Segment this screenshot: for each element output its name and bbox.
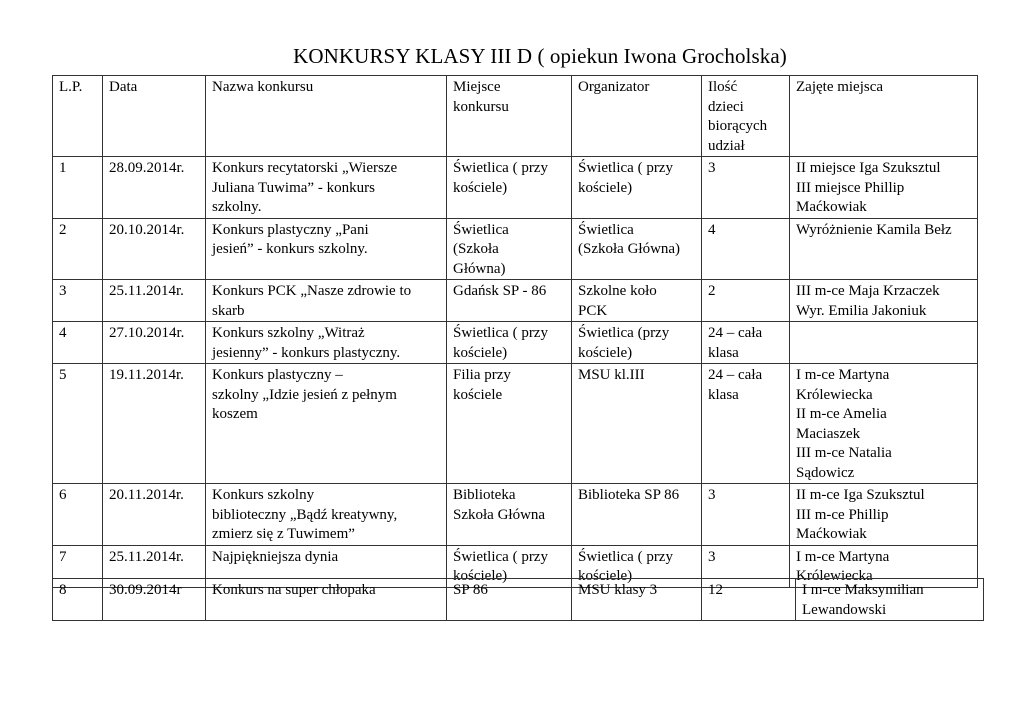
cell-name-line: koszem (212, 406, 258, 422)
cell-places-won (790, 218, 978, 280)
cell-place-line: Świetlica ( przy (453, 160, 548, 176)
cell-name-line: szkolny „Idzie jesień z pełnym (212, 386, 397, 403)
cell-organizer-line: kościele) (578, 568, 633, 584)
table-row (53, 322, 978, 364)
cell-organizer-line: Świetlica (przy (578, 325, 670, 341)
cell-place-line: Główna) (453, 260, 506, 277)
cell-organizer-line: Szkolne koło (578, 283, 657, 299)
cell-name-line: Konkurs PCK „Nasze zdrowie to (212, 283, 412, 299)
table-row (53, 579, 984, 621)
cell-count: 3 (702, 545, 790, 587)
cell-name-line: Konkurs szkolny (212, 487, 315, 503)
cell-name-line: skarb (212, 302, 245, 319)
cell-places-won-line: Królewiecka (796, 386, 873, 403)
cell-date: 20.11.2014r. (103, 484, 206, 546)
cell-places-won-line: III m-ce Natalia (796, 445, 892, 461)
cell-places-won-line: Wyróżnienie Kamila Bełz (796, 221, 952, 238)
header-text: biorących (708, 118, 768, 134)
cell-lp: 2 (53, 218, 103, 280)
cell-place (447, 364, 572, 484)
cell-name (206, 280, 447, 322)
cell-name-line: Konkurs szkolny „Witraż (212, 325, 365, 341)
header-text: konkursu (453, 98, 509, 115)
cell-date: 30.09.2014r (103, 579, 206, 621)
header-organizator: Organizator (572, 76, 702, 157)
header-text: udział (708, 137, 745, 154)
cell-name-line: zmierz się z Tuwimem” (212, 526, 355, 542)
cell-name-line: Najpiękniejsza dynia (212, 548, 339, 565)
cell-organizer (572, 364, 702, 484)
header-zajete: Zajęte miejsca (790, 76, 978, 157)
cell-count: 4 (702, 218, 790, 280)
cell-places-won-line: II m-ce Iga Szuksztul (796, 487, 925, 503)
cell-lp: 3 (53, 280, 103, 322)
cell-lp: 5 (53, 364, 103, 484)
cell-name-line: Konkurs recytatorski „Wiersze (212, 160, 398, 176)
cell-place-line: kościele) (453, 179, 508, 196)
cell-organizer-line: MSU kl.III (578, 367, 645, 383)
cell-places-won-line: II miejsce Iga Szuksztul (796, 160, 941, 176)
page-title: KONKURSY KLASY III D ( opiekun Iwona Grocholska) (293, 44, 787, 68)
cell-organizer-line: kościele) (578, 344, 633, 361)
header-miejsce (447, 76, 572, 157)
cell-organizer-line: Świetlica ( przy (578, 160, 673, 176)
cell-name (206, 484, 447, 546)
cell-date: 25.11.2014r. (103, 545, 206, 587)
header-data: Data (103, 76, 206, 157)
cell-places-won-line: III miejsce Phillip (796, 179, 905, 196)
cell-count: 2 (702, 280, 790, 322)
cell-count: 3 (702, 157, 790, 219)
cell-count: 3 (702, 484, 790, 546)
cell-places-won-line: Wyr. Emilia Jakoniuk (796, 302, 927, 319)
header-ilosc (702, 76, 790, 157)
cell-place-line: kościele) (453, 568, 508, 584)
cell-name-line: jesień” - konkurs szkolny. (212, 241, 368, 257)
cell-organizer (572, 579, 702, 621)
cell-organizer (572, 484, 702, 546)
cell-organizer-line: PCK (578, 302, 608, 319)
cell-place (447, 484, 572, 546)
table-row (53, 157, 978, 219)
cell-name (206, 579, 447, 621)
header-text: dzieci (708, 98, 744, 115)
header-text: Miejsce (453, 79, 501, 95)
cell-place (447, 579, 572, 621)
cell-places-won (796, 579, 984, 621)
cell-organizer-line: Biblioteka SP 86 (578, 487, 680, 503)
cell-places-won-line: Sądowicz (796, 464, 855, 481)
cell-organizer-line: (Szkoła Główna) (578, 241, 681, 257)
cell-place (447, 218, 572, 280)
cell-count: 24 – cała klasa (702, 364, 790, 484)
cell-lp: 7 (53, 545, 103, 587)
cell-organizer-line: Świetlica ( przy (578, 548, 673, 565)
cell-organizer (572, 157, 702, 219)
header-nazwa: Nazwa konkursu (206, 76, 447, 157)
cell-place (447, 280, 572, 322)
table-row (53, 218, 978, 280)
competitions-table-extra (52, 578, 984, 621)
cell-count: 24 – cała klasa (702, 322, 790, 364)
cell-place (447, 322, 572, 364)
header-lp: L.P. (53, 76, 103, 157)
cell-places-won-line: II m-ce Amelia (796, 406, 887, 422)
cell-name-line: Konkurs plastyczny „Pani (212, 221, 369, 238)
cell-places-won-line: Maćkowiak (796, 199, 867, 215)
cell-organizer (572, 322, 702, 364)
table-row (53, 280, 978, 322)
cell-places-won-line: I m-ce Martyna (796, 548, 890, 565)
cell-date: 19.11.2014r. (103, 364, 206, 484)
cell-place-line: Biblioteka (453, 487, 516, 503)
cell-name (206, 322, 447, 364)
cell-name (206, 218, 447, 280)
cell-places-won (790, 364, 978, 484)
cell-places-won-line: III m-ce Maja Krzaczek (796, 283, 940, 299)
cell-lp: 6 (53, 484, 103, 546)
cell-place-line: Filia przy (453, 367, 511, 383)
cell-place-line: Szkoła Główna (453, 506, 546, 523)
cell-organizer-line: MSU klasy 3 (578, 582, 658, 598)
cell-organizer-line: kościele) (578, 179, 633, 196)
cell-lp: 1 (53, 157, 103, 219)
cell-name-line: szkolny. (212, 199, 262, 215)
cell-name (206, 364, 447, 484)
cell-place-line: Świetlica ( przy (453, 548, 548, 565)
cell-organizer (572, 280, 702, 322)
cell-place-line: (Szkoła (453, 241, 499, 257)
cell-name-line: Konkurs na super chłopaka (212, 582, 376, 598)
header-text: Ilość (708, 79, 738, 95)
cell-date: 28.09.2014r. (103, 157, 206, 219)
cell-place-line: SP 86 (453, 582, 488, 598)
cell-name-line: Juliana Tuwima” - konkurs (212, 179, 375, 196)
cell-place-line: Gdańsk SP - 86 (453, 283, 547, 299)
cell-name-line: Konkurs plastyczny – (212, 367, 343, 383)
cell-lp: 4 (53, 322, 103, 364)
cell-count: 12 (702, 579, 796, 621)
cell-lp: 8 (53, 579, 103, 621)
cell-place-line: kościele (453, 386, 503, 403)
cell-date: 20.10.2014r. (103, 218, 206, 280)
cell-place-line: Świetlica ( przy (453, 325, 548, 341)
cell-places-won-line: I m-ce Martyna (796, 367, 890, 383)
cell-name (206, 157, 447, 219)
cell-place-line: kościele) (453, 344, 508, 361)
cell-places-won-line: III m-ce Phillip (796, 506, 889, 523)
table-header-row (53, 76, 978, 157)
cell-date: 27.10.2014r. (103, 322, 206, 364)
cell-organizer-line: Świetlica (578, 221, 634, 238)
table-row (53, 364, 978, 484)
cell-date: 25.11.2014r. (103, 280, 206, 322)
cell-places-won-line: I m-ce Maksymilian (802, 582, 924, 598)
cell-places-won (790, 322, 978, 364)
cell-places-won (790, 157, 978, 219)
cell-place-line: Świetlica (453, 221, 509, 238)
cell-place (447, 157, 572, 219)
cell-places-won-line: Maciaszek (796, 425, 861, 442)
cell-name-line: jesienny” - konkurs plastyczny. (212, 344, 401, 361)
cell-name-line: biblioteczny „Bądź kreatywny, (212, 506, 398, 523)
cell-places-won-line: Królewiecka (796, 568, 873, 584)
cell-places-won-line: Lewandowski (802, 601, 887, 618)
competitions-table (52, 75, 978, 588)
table-row (53, 484, 978, 546)
cell-places-won (790, 280, 978, 322)
cell-organizer (572, 218, 702, 280)
cell-places-won (790, 484, 978, 546)
cell-places-won-line: Maćkowiak (796, 526, 867, 542)
